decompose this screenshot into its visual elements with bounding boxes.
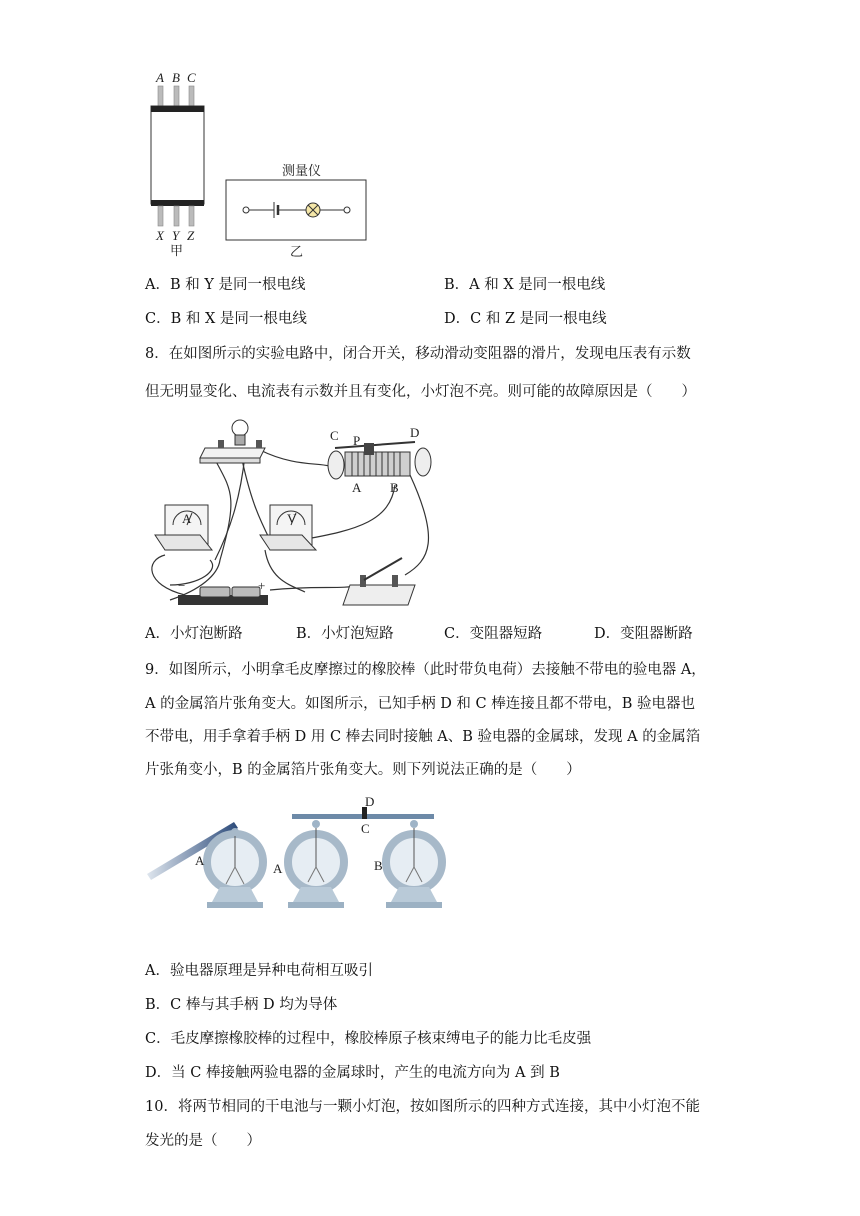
q9-option-b[interactable]: B．C 棒与其手柄 D 均为导体 [145, 997, 338, 1013]
rheostat-label-c: C [330, 428, 339, 443]
label-a1: A [195, 853, 205, 868]
battery-minus: − [178, 578, 186, 593]
q8-circuit-figure [140, 410, 440, 618]
q8-option-c[interactable]: C．变阻器短路 [444, 626, 543, 642]
electroscope-b [386, 820, 442, 908]
q7-label-x: X [156, 228, 164, 243]
q7-label-z: Z [187, 228, 195, 243]
label-b: B [374, 858, 383, 873]
q8-stem-line2: 但无明显变化、电流表有示数并且有变化，小灯泡不亮。则可能的故障原因是（ ） [145, 384, 696, 400]
ammeter-label: A [182, 511, 192, 526]
q7-option-a[interactable]: A．B 和 Y 是同一根电线 [145, 277, 306, 293]
q9-stem-line1: 9．如图所示，小明拿毛皮摩擦过的橡胶棒（此时带负电荷）去接触不带电的验电器 A， [145, 662, 706, 678]
rheostat-label-a: A [352, 480, 362, 495]
q8-option-b[interactable]: B．小灯泡短路 [296, 626, 394, 642]
voltmeter-label: V [287, 511, 297, 526]
battery-icon [178, 587, 268, 605]
q10-stem-line1: 10．将两节相同的干电池与一颗小灯泡，按如图所示的四种方式连接，其中小灯泡不能 [145, 1099, 700, 1115]
q7-option-d[interactable]: D．C 和 Z 是同一根电线 [444, 311, 607, 327]
q7-label-jia: 甲 [170, 244, 184, 259]
q9-stem-line3: 不带电，用手拿着手柄 D 用 C 棒去同时接触 A、B 验电器的金属球，发现 A 的金属箔 [145, 729, 701, 745]
label-c: C [361, 821, 370, 836]
q7-figure [140, 68, 380, 260]
q8-option-d[interactable]: D．变阻器断路 [594, 626, 693, 642]
q7-option-b[interactable]: B．A 和 X 是同一根电线 [444, 277, 606, 293]
electroscope-a-left [207, 828, 263, 908]
q7-label-y: Y [172, 228, 180, 243]
q9-option-d[interactable]: D．当 C 棒接触两验电器的金属球时，产生的电流方向为 A 到 B [145, 1065, 560, 1081]
rheostat-label-b: B [390, 480, 399, 495]
q9-stem-line4: 片张角变小，B 的金属箔片张角变大。则下列说法正确的是（ ） [145, 762, 581, 778]
q7-label-b: B [172, 70, 180, 85]
rheostat-label-d: D [410, 425, 420, 440]
q10-stem-line2: 发光的是（ ） [145, 1133, 261, 1149]
lightbulb-icon [232, 420, 248, 436]
q9-option-c[interactable]: C．毛皮摩擦橡胶棒的过程中，橡胶棒原子核束缚电子的能力比毛皮强 [145, 1031, 592, 1047]
q9-electroscope-figure [142, 792, 447, 917]
rheostat-label-p: P [353, 433, 361, 448]
label-a2: A [273, 861, 283, 876]
label-d: D [365, 794, 375, 809]
q7-label-c: C [187, 70, 196, 85]
electroscope-a [288, 820, 344, 908]
q7-label-yi: 乙 [290, 245, 304, 260]
switch-icon [343, 558, 415, 605]
battery-plus: + [258, 578, 266, 593]
q7-option-c[interactable]: C．B 和 X 是同一根电线 [145, 311, 307, 327]
q8-stem-line1: 8．在如图所示的实验电路中，闭合开关，移动滑动变阻器的滑片，发现电压表有示数 [145, 346, 691, 362]
q8-option-a[interactable]: A．小灯泡断路 [145, 626, 243, 642]
q9-stem-line2: A 的金属箔片张角变大。如图所示，已知手柄 D 和 C 棒连接且都不带电，B 验电器也 [145, 696, 695, 712]
q9-option-a[interactable]: A．验电器原理是异种电荷相互吸引 [145, 963, 373, 979]
q7-label-meter: 测量仪 [282, 164, 322, 179]
q7-label-a: A [156, 70, 164, 85]
